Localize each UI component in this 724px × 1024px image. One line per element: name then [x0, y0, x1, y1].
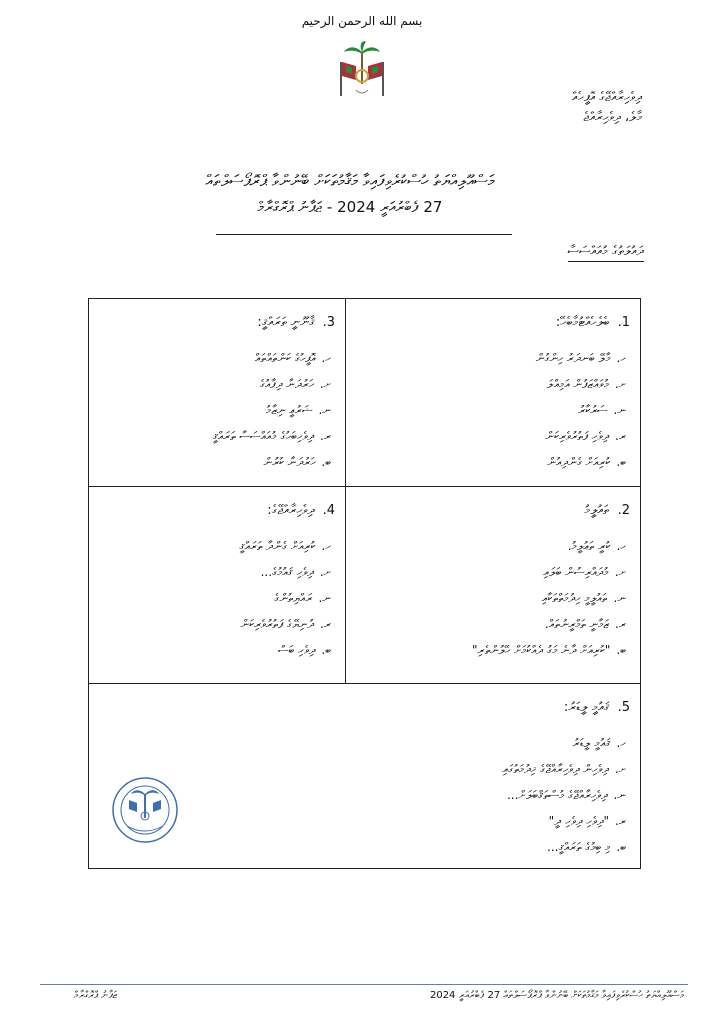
item-marker: ށ.	[614, 565, 626, 579]
footer-document-title: މަސްއޫލިއްޔަތު ހުސްކުރެވިފައިވާ މަޤާމުތަކަށް ބޭނުންވާ ޕްރޮޕޯސަލްތައް 27 ފެބްރުއަރީ 2024	[429, 990, 684, 1001]
item-text: ތައުލީމީ ހިދުމަތްތަކާއި	[541, 591, 608, 605]
item-text: ކުރިއަށް ގެންދިއުން	[547, 455, 611, 469]
list-item	[472, 637, 626, 663]
topics-table	[88, 298, 641, 869]
section-items	[213, 345, 331, 475]
item-marker: ބ.	[616, 455, 626, 469]
item-text: މުދައްރިސުން ބަލައި	[543, 565, 609, 579]
section-1-cell	[346, 299, 640, 487]
title-underline	[216, 234, 512, 235]
item-text: އޮފީހުގެ ކަންތައްތައް	[254, 351, 316, 365]
list-item	[472, 559, 626, 585]
item-marker: ށ.	[614, 762, 626, 776]
list-item	[502, 782, 626, 808]
section-number: 4.	[322, 503, 335, 518]
item-text: މި ބިމުގެ ތަރައްޤީ...	[547, 840, 611, 854]
item-text: ހަރުދަނާ ކުރުން	[263, 455, 316, 469]
section-heading: ޤާނޫނީ ތަރައްޤީ:	[257, 315, 315, 330]
list-item	[502, 834, 626, 860]
item-marker: ށ.	[319, 565, 331, 579]
list-item	[213, 397, 331, 423]
item-text: "ދިވެހި ދިވެހި ދީ"	[548, 814, 610, 828]
item-text: ރައްޔިތުންގެ	[274, 591, 313, 605]
list-item	[213, 423, 331, 449]
state-emblem-icon	[336, 40, 388, 102]
item-marker: ރ.	[615, 617, 626, 631]
office-address-block	[422, 88, 642, 128]
item-text: ކުރީ ތަޢުލީމު.	[567, 539, 611, 553]
office-location: މާލެ، ދިވެހިރާއްޖެ	[583, 110, 642, 125]
item-marker: ރ.	[615, 429, 626, 443]
item-marker: ހ.	[321, 351, 331, 365]
item-marker: ނ.	[613, 788, 626, 802]
list-item	[502, 808, 626, 834]
item-marker: ރ.	[320, 429, 331, 443]
item-text: ދިވެހިރާއްޖޭގެ މުސްތަޤްބަލަށް...	[506, 788, 608, 802]
list-item	[213, 345, 331, 371]
item-text: ހަރުދަނާ ދިފާއުގެ	[259, 377, 314, 391]
section-title	[257, 315, 335, 330]
section-number: 2.	[617, 503, 630, 518]
item-text: މުވައްޒަފުން އަމިއްލަ	[546, 377, 609, 391]
item-text: ދިވެހިބަހުގެ މުއައްސަސާ ތަރައްޤީ	[212, 429, 315, 443]
item-marker: ހ.	[616, 736, 626, 750]
section-5-cell	[89, 684, 640, 868]
list-item	[472, 585, 626, 611]
list-item	[536, 449, 626, 475]
list-item	[239, 533, 331, 559]
section-title	[564, 700, 630, 715]
section-number: 3.	[322, 315, 335, 330]
item-text: ކުރިއަށް ގެންދާ ތަރައްޤީ	[239, 539, 316, 553]
list-item	[239, 559, 331, 585]
section-4-cell	[89, 487, 346, 684]
list-item	[536, 345, 626, 371]
item-marker: ހ.	[616, 539, 626, 553]
official-stamp-icon	[111, 776, 179, 844]
section-number: 1.	[617, 315, 630, 330]
item-marker: ހ.	[616, 351, 626, 365]
section-2-cell	[346, 487, 640, 684]
list-item	[239, 637, 331, 663]
item-marker: ރ.	[615, 814, 626, 828]
item-marker: ނ.	[318, 403, 331, 417]
item-text: ސަރުކާރު	[578, 403, 608, 417]
item-marker: ރ.	[320, 617, 331, 631]
list-item	[239, 611, 331, 637]
item-marker: ހ.	[321, 539, 331, 553]
footer-divider	[40, 984, 688, 985]
section-title	[556, 315, 630, 330]
item-text: ދުނިޔޭގެ ފަތުރުވެރިކަން	[240, 617, 315, 631]
section-heading: ތައުލީމު	[584, 503, 610, 518]
item-text: ދިވެހި ބަސް	[277, 643, 316, 657]
title-line-1: މަސްއޫލިއްޔަތު ހުސްކުރެވިފައިވާ މަޤާމުތަކަށް ބޭނުންވާ ޕްރޮޕޯސަލްތައް	[205, 171, 495, 190]
item-marker: ނ.	[613, 403, 626, 417]
section-title	[267, 503, 335, 518]
list-item	[502, 730, 626, 756]
office-name: ދިވެހިރާއްޖޭގެ އޮފީހެއް	[571, 90, 642, 105]
bismillah-calligraphy: بسم الله الرحمن الرحيم	[301, 14, 423, 28]
list-item	[536, 371, 626, 397]
item-text: ޒަމާނީ ތަމްރީނުތައް.	[544, 617, 610, 631]
item-text: ދިވެހި ޤައުމުގެ...	[260, 565, 314, 579]
section-heading: ޤައުމީ ލީޑަރު:	[563, 700, 610, 715]
item-marker: ނ.	[318, 591, 331, 605]
item-marker: ށ.	[614, 377, 626, 391]
item-text: ޝަރުޢީ ނިޒާމު	[265, 403, 313, 417]
item-text: "ކުރިއަށް ދާނެ މަގު ދެއްކުމަށް ހޭލުންތެރި"	[472, 643, 611, 657]
section-items	[502, 730, 626, 860]
item-text: ޤައުމީ ލީޑަރު	[572, 736, 611, 750]
section-3-cell	[89, 299, 346, 487]
list-item	[536, 397, 626, 423]
section-subheading: ދައުލަތުގެ މުއައްސަސާ	[568, 244, 644, 262]
section-items	[472, 533, 626, 663]
section-items	[536, 345, 626, 475]
section-heading: ދިވެހިރާއްޖޭގެ:	[267, 503, 315, 518]
document-title	[100, 168, 600, 220]
section-number: 5.	[617, 700, 630, 715]
title-line-2: 27 ފެބްރުއަރީ 2024 - ޖަޕާނު ޕްރޮގްރާމް	[257, 198, 443, 216]
item-marker: ބ.	[616, 643, 626, 657]
list-item	[239, 585, 331, 611]
list-item	[213, 449, 331, 475]
list-item	[536, 423, 626, 449]
item-text: ދިވެހި ފަތުރުވެރިކަން	[545, 429, 610, 443]
item-marker: ނ.	[613, 591, 626, 605]
list-item	[472, 533, 626, 559]
list-item	[213, 371, 331, 397]
item-text: ދިވެހިން ދިވެހިރާއްޖޭގެ ޚިދުމަތުގައި	[502, 762, 609, 776]
item-marker: ށ.	[319, 377, 331, 391]
section-items	[239, 533, 331, 663]
section-title	[585, 503, 630, 518]
item-marker: ބ.	[321, 643, 331, 657]
item-text: މާލޭ ބަނދަރު ހިންގުން	[535, 351, 611, 365]
section-heading: ބެލެހެއްޓުމާބެހޭ:	[555, 315, 610, 330]
list-item	[472, 611, 626, 637]
footer-program-label: ޖަޕާނު ޕްރޮގްރާމް	[74, 990, 118, 1001]
list-item	[502, 756, 626, 782]
item-marker: ބ.	[321, 455, 331, 469]
item-marker: ބ.	[616, 840, 626, 854]
